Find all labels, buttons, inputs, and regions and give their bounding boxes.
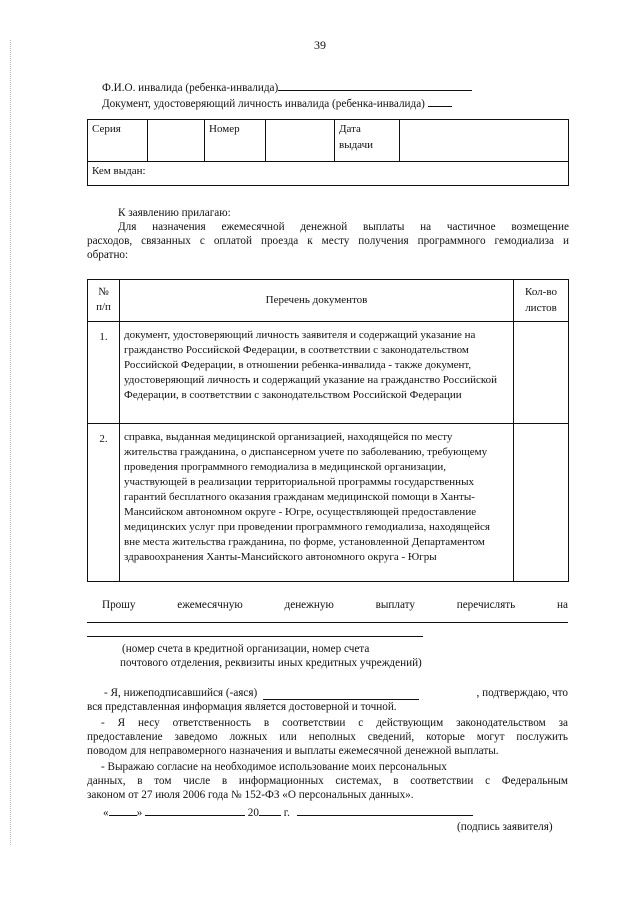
responsibility-line-1: - Я несу ответственность в соответствии с действующим законодательством за (101, 717, 568, 729)
number-cell[interactable] (266, 120, 335, 162)
series-label: Серия (88, 120, 148, 162)
fio-row (102, 79, 472, 96)
table-row (88, 322, 569, 424)
row-qty-cell[interactable] (514, 424, 569, 582)
signer-name-field[interactable] (263, 688, 419, 700)
month-field[interactable] (145, 804, 245, 816)
responsibility-line-3: поводом для неправомерного назначения и выплаты ежемесячной денежной выплаты. (87, 745, 499, 757)
account-hint-line-1: (номер счета в кредитной организации, номер счета (122, 643, 370, 655)
date-label-line-2: выдачи (339, 138, 374, 151)
attach-text-line-2: расходов, связанных с оплатой проезда к месту получения программного гемодиализа и (87, 235, 569, 247)
row-qty-cell[interactable] (514, 322, 569, 424)
col-num-header-line-1: № (98, 285, 109, 298)
payment-word: ежемесячную (177, 599, 243, 611)
col-num-header (88, 280, 120, 322)
document-label: Документ, удостоверяющий личность инвалида (ребенка-инвалида) (102, 98, 425, 110)
issued-by-cell[interactable] (88, 162, 569, 186)
col-num-header-line-2: п/п (96, 301, 111, 313)
page-number: 39 (314, 38, 326, 52)
confirm-line-2: вся представленная информация является достоверной и точной. (87, 701, 397, 713)
series-cell[interactable] (148, 120, 205, 162)
confirm-end: , подтверждаю, что (476, 687, 568, 699)
account-hint-line-2: почтового отделения, реквизиты иных кредитных учреждений) (120, 657, 422, 669)
account-field-line-1[interactable] (87, 622, 568, 623)
date-open-quote: « (103, 807, 109, 819)
year-prefix: 20 (247, 807, 259, 819)
payment-word: Прошу (102, 599, 136, 611)
date-row (103, 804, 473, 821)
signature-field[interactable] (297, 804, 473, 816)
document-field[interactable] (428, 95, 452, 107)
col-qty-header-line-1: Кол-во (525, 286, 557, 299)
day-field[interactable] (109, 804, 137, 816)
date-close-quote: » (136, 807, 143, 819)
row-number: 2. (88, 424, 120, 582)
date-label-line-1: Дата (339, 123, 361, 135)
attach-intro: К заявлению прилагаю: (118, 207, 231, 219)
attach-text-line-1: Для назначения ежемесячной денежной выплаты на частичное возмещение (118, 221, 569, 233)
margin-binding-line (10, 40, 11, 845)
number-label: Номер (205, 120, 266, 162)
attach-text-line-3: обратно: (87, 249, 129, 261)
document-row (102, 95, 452, 112)
payment-word: перечислять (456, 599, 516, 611)
year-suffix: г. (283, 807, 290, 819)
col-list-header: Перечень документов (120, 280, 514, 322)
fio-label: Ф.И.О. инвалида (ребенка-инвалида) (102, 82, 279, 94)
date-cell[interactable] (400, 120, 569, 162)
documents-table (87, 279, 569, 582)
payment-word: выплату (375, 599, 415, 611)
payment-word: на (557, 599, 568, 611)
payment-word: денежную (284, 599, 334, 611)
signature-label: (подпись заявителя) (457, 821, 553, 833)
row-text: документ, удостоверяющий личность заявителя и содержащий указание на гражданство Российской Федерации, в соответствии с законодательством Российской Федерации, в отношении ребенка-инвалида - также документ, удостоверяющий личность и содержащий указание на гражданство Российской Федерации, в соответствии с законодательством Российской Федерации (120, 322, 514, 424)
date-label (335, 120, 400, 162)
table-row (88, 424, 569, 582)
year-field[interactable] (259, 804, 281, 816)
confirm-start: - Я, нижеподписавшийся (-аяся) (104, 687, 258, 699)
account-field-line-2[interactable] (87, 636, 423, 637)
consent-line-1: - Выражаю согласие на необходимое использование моих персональных (101, 761, 447, 773)
row-number: 1. (88, 322, 120, 424)
fio-field[interactable] (278, 79, 472, 91)
passport-table (87, 119, 569, 186)
documents-table-header (88, 280, 569, 322)
consent-line-2: данных, в том числе в информационных системах, в соответствии с Федеральным (87, 775, 568, 787)
confirm-row (104, 686, 568, 701)
col-qty-header (514, 280, 569, 322)
col-qty-header-line-2: листов (525, 301, 557, 314)
payment-request-line (102, 598, 568, 613)
responsibility-line-2: предоставление заведомо ложных или неполных сведений, которые могут послужить (87, 731, 568, 743)
consent-line-3: законом от 27 июля 2006 года № 152-ФЗ «О персональных данных». (87, 789, 414, 801)
row-text: справка, выданная медицинской организацией, находящейся по месту жительства гражданина, о диспансерном учете по заболеванию, требующему проведения программного гемодиализа в медицинской организации, участвующей в реализации территориальной программы государственных гарантий бесплатного оказания гражданам медицинской помощи в Ханты-Мансийском автономном округе - Югре, осуществляющей предоставление медицинских услуг при проведении программного гемодиализа, находящейся вне места жительства гражданина, по форме, установленной Департаментом здравоохранения Ханты-Мансийского автономного округа - Югры (120, 424, 514, 582)
issued-by-label: Кем выдан: (92, 165, 146, 177)
